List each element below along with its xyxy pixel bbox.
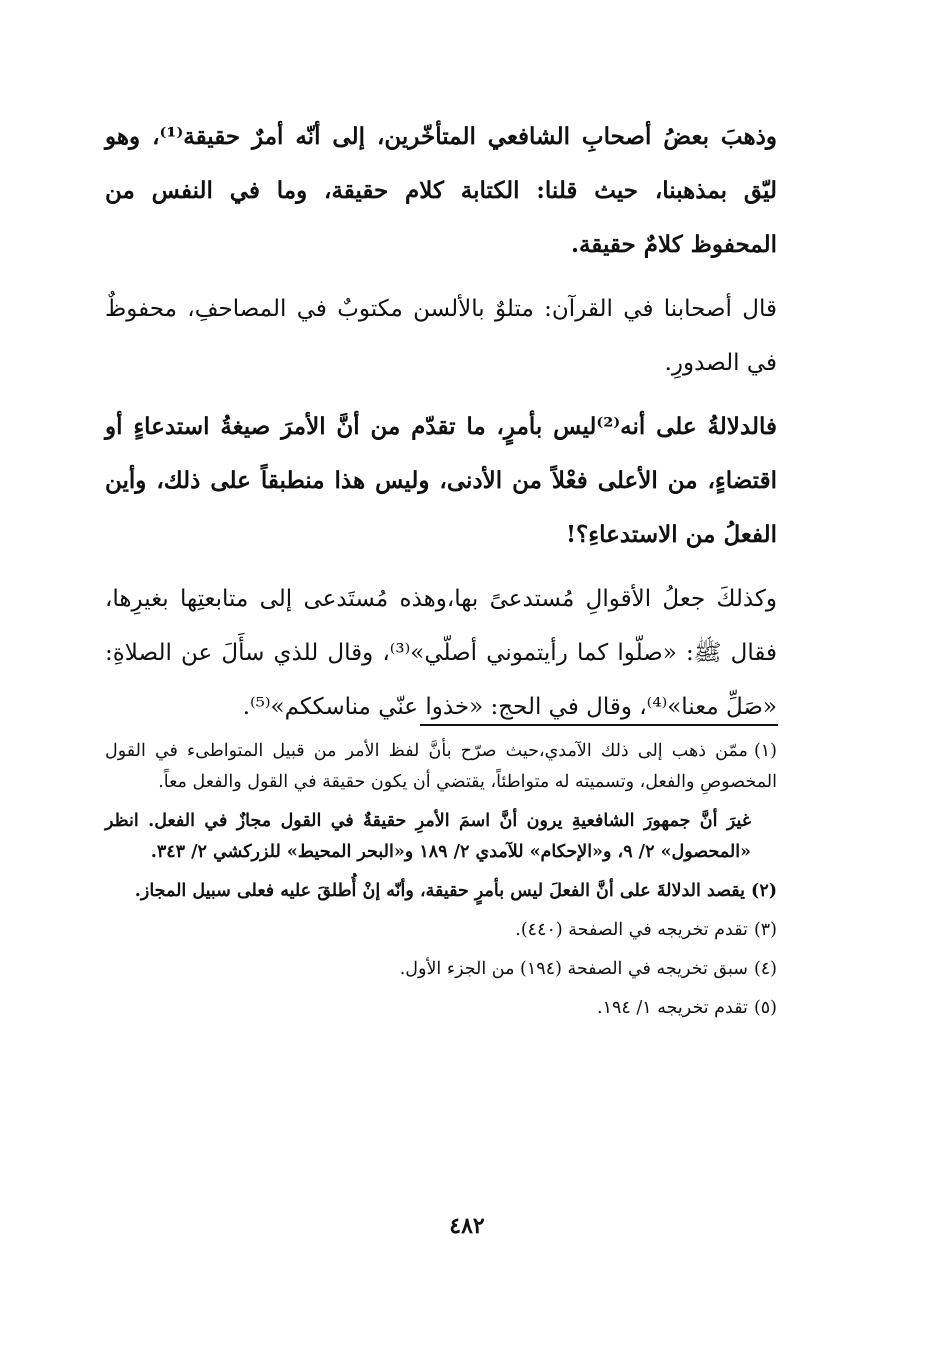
footnote-2 xyxy=(105,876,777,907)
footnote-1 xyxy=(105,736,777,798)
footnote-1-continuation: غيرَ أنَّ جمهورَ الشافعيةِ يرون أنَّ اسمَ الأمرِ حقيقةٌ في القول مجازٌ في الفعل. انظر «المحصول» ٢/ ٩، و«الإحكام» للآمدي ٢/ ١٨٩ و«البحر المحيط» للزركشي ٢/ ٣٤٣. xyxy=(105,811,751,862)
footnotes xyxy=(105,736,777,1032)
paragraph-3: فالدلالةُ على أنه⁽²⁾ليس بأمرٍ، ما تقدّم من أنَّ الأمرَ صيغةُ استدعاءٍ أو اقتضاءٍ، من الأعلى فعْلاً من الأدنى، وليس هذا منطبقاً على ذلك، وأين الفعلُ من الاستدعاءِ؟! xyxy=(105,413,777,548)
footnote-divider xyxy=(420,724,778,726)
footnote-3-text: تقدم تخريجه في الصفحة (٤٤٠). xyxy=(515,920,748,940)
page-number: ٤٨٢ xyxy=(449,1213,485,1239)
footnote-3 xyxy=(105,915,777,946)
footnote-1-number: (١) xyxy=(753,741,777,761)
paragraph-4: وكذلكَ جعلُ الأقوالِ مُستدعىً بها،وهذه مُستَدعى إلى متابعتِها بغيرِها، فقال ﷺ: «صلّوا كما رأيتموني أصلّي»⁽³⁾، وقال للذي سأَلَ عن الصلاةِ: «صَلِّ معنا»⁽⁴⁾، وقال في الحج: «خذوا عنّي مناسككم»⁽⁵⁾. xyxy=(105,586,777,720)
footnote-2-text: يقصد الدلالةَ على أنَّ الفعلَ ليس بأمرٍ حقيقة، وأنّه إنْ أُطلقَ عليه فعلى سبيل المجاز. xyxy=(134,881,746,901)
footnote-4-number: (٤) xyxy=(753,959,777,979)
footnote-5-text: تقدم تخريجه ١/ ١٩٤. xyxy=(597,998,748,1018)
footnote-4 xyxy=(105,954,777,985)
main-text xyxy=(105,110,777,734)
footnote-5 xyxy=(105,993,777,1024)
footnote-1-text: ممّن ذهب إلى ذلك الآمدي،حيث صرّح بأنَّ لفظ الأمر من قبيل المتواطىء في القول المخصوصِ والفعل، وتسميته له متواطئاً، يقتضي أن يكون حقيقة في القول والفعل معاً. xyxy=(105,741,777,792)
paragraph-2: قال أصحابنا في القرآن: متلوٌ بالألسن مكتوبٌ في المصاحفِ، محفوظٌ في الصدورِ. xyxy=(105,296,777,376)
paragraph-1: وذهبَ بعضُ أصحابِ الشافعي المتأخّرين، إلى أنّه أمرٌ حقيقة⁽¹⁾، وهو ليّق بمذهبنا، حيث قلنا: الكتابة كلام حقيقة، وما في النفس من المحفوظ كلامٌ حقيقة. xyxy=(105,123,777,258)
footnote-5-number: (٥) xyxy=(753,998,777,1018)
footnote-3-number: (٣) xyxy=(753,920,777,940)
footnote-4-text: سبق تخريجه في الصفحة (١٩٤) من الجزء الأول. xyxy=(399,959,748,979)
footnote-2-number: (٢) xyxy=(751,881,777,901)
